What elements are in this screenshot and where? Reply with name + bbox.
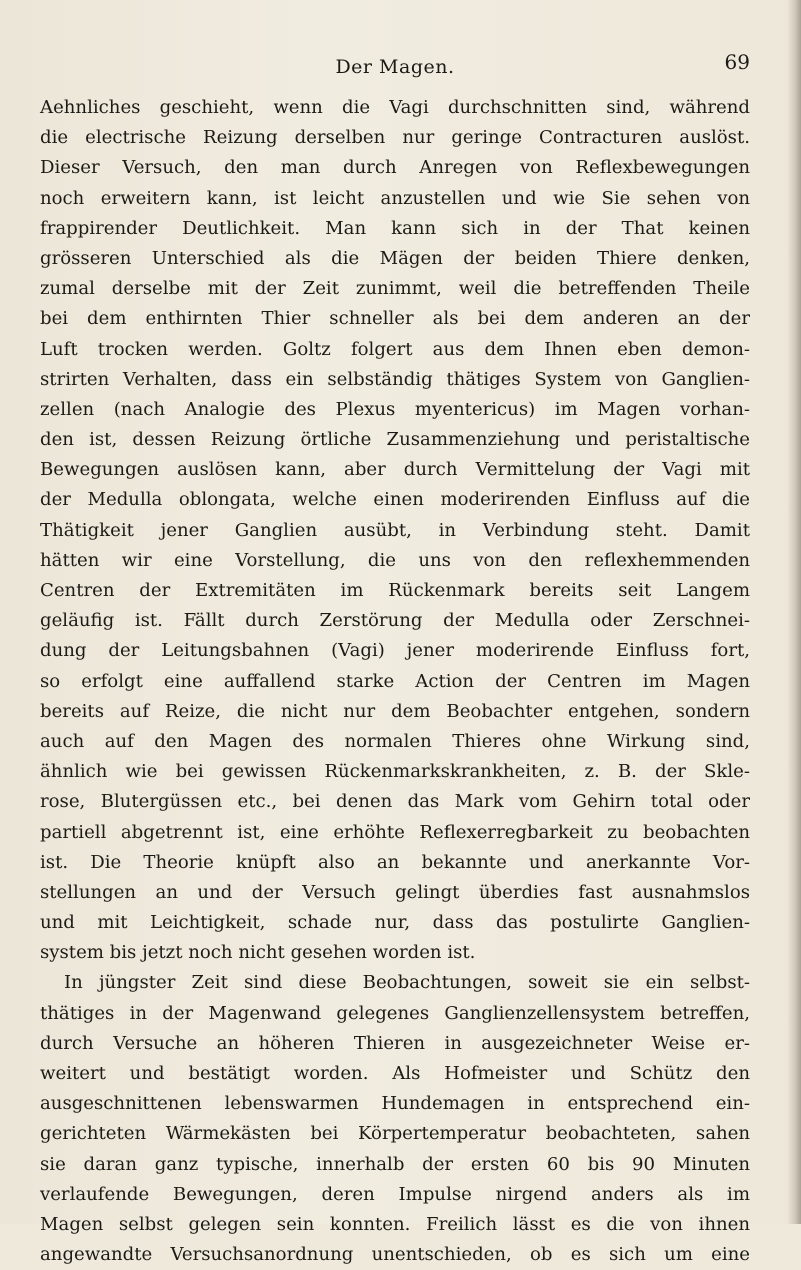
text-line: Centren der Extremitäten im Rückenmark bereits seit Langem	[40, 580, 750, 601]
text-line: Thätigkeit jener Ganglien ausübt, in Verbindung steht. Damit	[40, 519, 750, 541]
text-line: die electrische Reizung derselben nur geringe Contracturen auslöst.	[40, 127, 750, 149]
text-line: stellungen an und der Versuch gelingt überdies fast ausnahmslos	[40, 881, 750, 903]
text-line: rose, Blutergüssen etc., bei denen das Mark vom Gehirn total oder	[40, 791, 750, 813]
text-line: Magen selbst gelegen sein konnten. Freilich lässt es die von ihnen	[40, 1213, 750, 1235]
text-line: ausgeschnittenen lebenswarmen Hundemagen in entsprechend ein-	[40, 1093, 750, 1115]
text-line: auch auf den Magen des normalen Thieres ohne Wirkung sind,	[40, 730, 750, 752]
text-line: hätten wir eine Vorstellung, die uns von den reflexhemmenden	[40, 549, 750, 571]
page-edge-shadow	[787, 0, 801, 1224]
text-line: Bewegungen auslösen kann, aber durch Vermittelung der Vagi mit	[40, 459, 750, 481]
page-header	[40, 50, 750, 90]
text-line: noch erweitern kann, ist leicht anzustellen und wie Sie sehen von	[40, 187, 750, 209]
text-line: zumal derselbe mit der Zeit zunimmt, weil die betreffenden Theile	[40, 278, 750, 300]
text-line: der Medulla oblongata, welche einen moderirenden Einfluss auf die	[40, 489, 750, 511]
text-line: dung der Leitungsbahnen (Vagi) jener moderirende Einfluss fort,	[40, 640, 750, 662]
text-line: In jüngster Zeit sind diese Beobachtungen, soweit sie ein selbst-	[64, 972, 750, 994]
text-line: geläufig ist. Fällt durch Zerstörung der Medulla oder Zerschnei-	[40, 610, 750, 632]
text-line: so erfolgt eine auffallend starke Action der Centren im Magen	[40, 670, 750, 692]
text-line: ähnlich wie bei gewissen Rückenmarkskrankheiten, z. B. der Skle-	[40, 761, 750, 783]
text-line: zellen (nach Analogie des Plexus myentericus) im Magen vorhan-	[40, 398, 750, 420]
text-line: verlaufende Bewegungen, deren Impulse nirgend anders als im	[40, 1183, 750, 1205]
page-number: 69	[724, 50, 750, 74]
text-line: gerichteten Wärmekästen bei Körpertemperatur beobachteten, sahen	[40, 1123, 750, 1145]
text-line: Dieser Versuch, den man durch Anregen von Reflexbewegungen	[40, 157, 750, 179]
text-line: bereits auf Reize, die nicht nur dem Beobachter entgehen, sondern	[40, 700, 750, 722]
text-line: weitert und bestätigt worden. Als Hofmeister und Schütz den	[40, 1063, 750, 1084]
text-line: durch Versuche an höheren Thieren in ausgezeichneter Weise er-	[40, 1032, 750, 1054]
body-text	[40, 93, 750, 1270]
text-line: thätiges in der Magenwand gelegenes Ganglienzellensystem betreffen,	[40, 1002, 750, 1024]
text-line: Luft trocken werden. Goltz folgert aus dem Ihnen eben demon-	[40, 338, 750, 360]
text-line: angewandte Versuchsanordnung unentschieden, ob es sich um eine	[40, 1244, 750, 1266]
text-line: strirten Verhalten, dass ein selbständig thätiges System von Ganglien-	[40, 368, 750, 390]
text-line: partiell abgetrennt ist, eine erhöhte Reflexerregbarkeit zu beobachten	[40, 821, 750, 843]
text-line: frappirender Deutlichkeit. Man kann sich in der That keinen	[40, 217, 750, 239]
running-head: Der Magen.	[335, 56, 455, 78]
text-line: und mit Leichtigkeit, schade nur, dass das postulirte Ganglien-	[40, 912, 750, 934]
text-line: sie daran ganz typische, innerhalb der ersten 60 bis 90 Minuten	[40, 1153, 750, 1175]
text-line: den ist, dessen Reizung örtliche Zusammenziehung und peristaltische	[40, 429, 750, 451]
text-line: system bis jetzt noch nicht gesehen worden ist.	[40, 942, 476, 964]
text-line: Aehnliches geschieht, wenn die Vagi durchschnitten sind, während	[40, 97, 750, 118]
text-line: grösseren Unterschied als die Mägen der beiden Thiere denken,	[40, 247, 750, 269]
text-line: ist. Die Theorie knüpft also an bekannte und anerkannte Vor-	[40, 851, 750, 873]
text-line: bei dem enthirnten Thier schneller als bei dem anderen an der	[40, 308, 750, 330]
